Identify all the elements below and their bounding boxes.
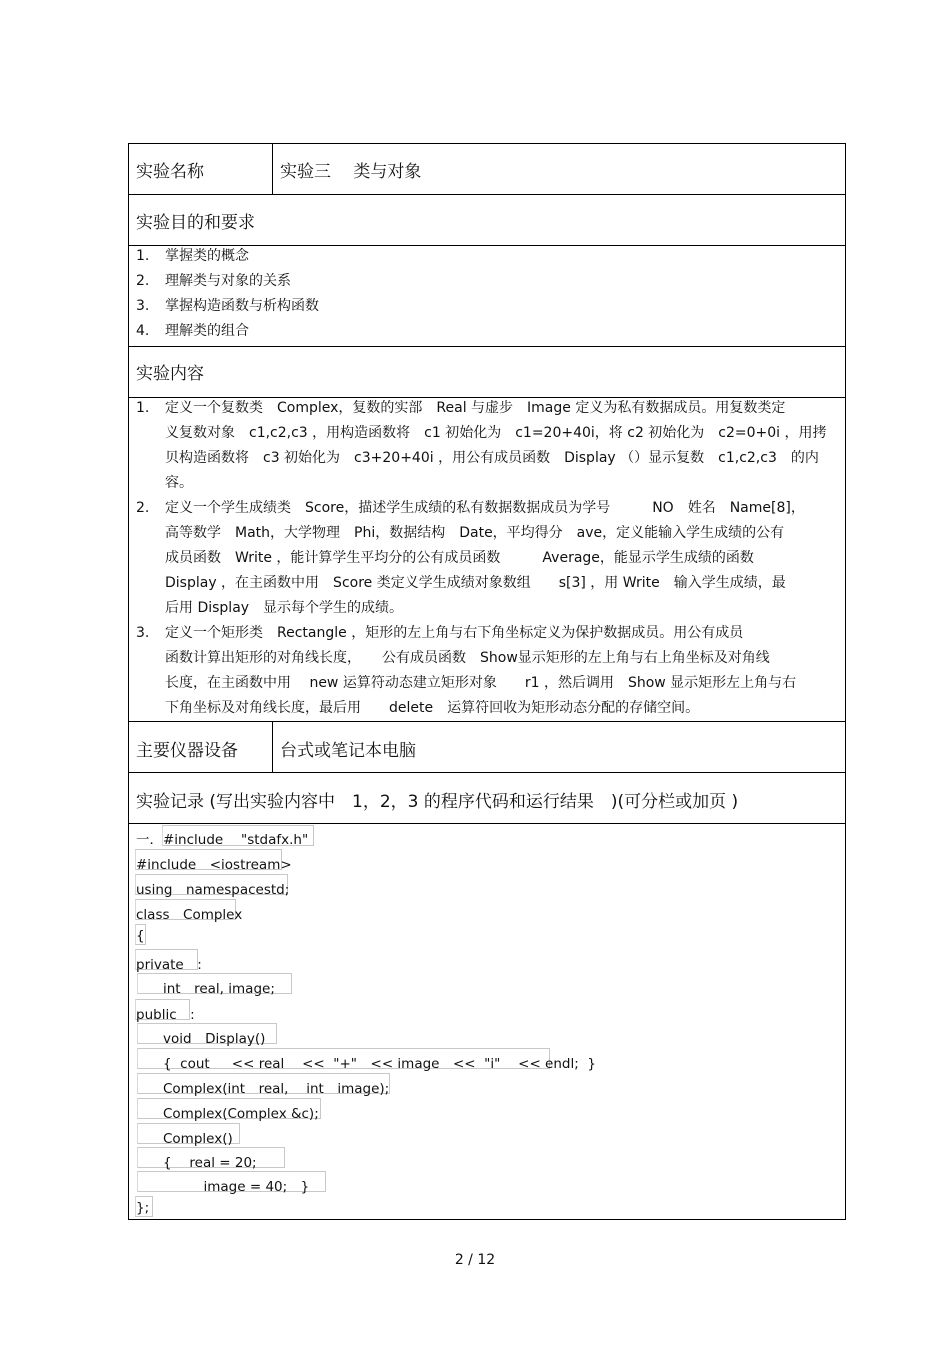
column-divider bbox=[272, 721, 273, 772]
content-number: 2. bbox=[136, 500, 150, 516]
objective-text: 理解类的组合 bbox=[165, 323, 249, 339]
row-divider bbox=[129, 772, 845, 773]
objective-item bbox=[136, 244, 836, 269]
content-line: 定义一个复数类 Complex，复数的实部 Real 与虚步 Image 定义为私有数据成员。用复数类定 bbox=[165, 400, 786, 416]
code-line: using namespacestd; bbox=[136, 882, 290, 898]
objective-text: 理解类与对象的关系 bbox=[165, 273, 291, 289]
content-item bbox=[136, 621, 836, 721]
code-line: Complex(Complex &c); bbox=[136, 1106, 319, 1122]
content-line: 长度，在主函数中用 new 运算符动态建立矩形对象 r1 ，然后调用 Show 显示矩形左上角与右 bbox=[165, 675, 797, 691]
row-divider bbox=[129, 721, 845, 722]
content-line: 后用 Display 显示每个学生的成绩。 bbox=[165, 600, 404, 616]
code-line: Complex() bbox=[136, 1131, 233, 1147]
content-line: Display ，在主函数中用 Score 类定义学生成绩对象数组 s[3] ，用 Write 输入学生成绩，最 bbox=[165, 575, 786, 591]
code-line: { real = 20; bbox=[136, 1155, 257, 1171]
content-heading: 实验内容 bbox=[136, 364, 204, 384]
code-line: { cout << real << "+" << image << "i" << endl; } bbox=[136, 1056, 596, 1072]
code-line: class Complex bbox=[136, 907, 243, 923]
code-line: Complex(int real, int image); bbox=[136, 1081, 390, 1097]
objective-number: 3. bbox=[136, 298, 150, 314]
content-number: 3. bbox=[136, 625, 150, 641]
objective-item bbox=[136, 294, 836, 319]
column-divider bbox=[272, 144, 273, 194]
content-line: 定义一个矩形类 Rectangle ，矩形的左上角与右下角坐标定义为保护数据成员。用公有成员 bbox=[165, 625, 744, 641]
content-line: 贝构造函数将 c3 初始化为 c3+20+40i ，用公有成员函数 Display （）显示复数 c1,c2,c3 的内 bbox=[165, 450, 819, 466]
objective-number: 2. bbox=[136, 273, 150, 289]
objective-text: 掌握类的概念 bbox=[165, 248, 249, 264]
objective-number: 4. bbox=[136, 323, 150, 339]
record-heading: 实验记录 (写出实验内容中 1，2，3 的程序代码和运行结果 )(可分栏或加页 ) bbox=[136, 792, 739, 812]
row-divider bbox=[129, 346, 845, 347]
content-item bbox=[136, 496, 836, 621]
objective-number: 1. bbox=[136, 248, 150, 264]
objective-item bbox=[136, 319, 836, 344]
code-line: }; bbox=[136, 1200, 150, 1216]
objective-text: 掌握构造函数与析构函数 bbox=[165, 298, 319, 314]
content-line: 下角坐标及对角线长度，最后用 delete 运算符回收为矩形动态分配的存储空间。 bbox=[165, 700, 700, 716]
experiment-form-table bbox=[128, 143, 846, 1220]
content-item bbox=[136, 396, 836, 496]
code-line: public : bbox=[136, 1007, 195, 1023]
objective-item bbox=[136, 269, 836, 294]
content-line: 函数计算出矩形的对角线长度， 公有成员函数 Show显示矩形的左上角与右上角坐标及对角线 bbox=[165, 650, 770, 666]
objective-heading: 实验目的和要求 bbox=[136, 213, 255, 233]
code-line: private : bbox=[136, 957, 202, 973]
content-line: 义复数对象 c1,c2,c3 ，用构造函数将 c1 初始化为 c1=20+40i，将 c2 初始化为 c2=0+0i ，用拷 bbox=[165, 425, 827, 441]
content-line: 容。 bbox=[165, 475, 193, 491]
content-number: 1. bbox=[136, 400, 150, 416]
experiment-name-label: 实验名称 bbox=[136, 162, 204, 182]
code-line: int real, image; bbox=[136, 981, 275, 997]
content-line: 定义一个学生成绩类 Score，描述学生成绩的私有数据数据成员为学号 NO 姓名 Name[8]， bbox=[165, 500, 805, 516]
content-line: 高等数学 Math，大学物理 Phi，数据结构 Date，平均得分 ave，定义能输入学生成绩的公有 bbox=[165, 525, 785, 541]
row-divider bbox=[129, 194, 845, 195]
experiment-name-value: 实验三 类与对象 bbox=[280, 162, 422, 182]
code-line: #include <iostream> bbox=[136, 857, 292, 873]
equipment-label: 主要仪器设备 bbox=[136, 741, 238, 761]
code-line: void Display() bbox=[136, 1031, 266, 1047]
equipment-value: 台式或笔记本电脑 bbox=[280, 741, 416, 761]
page-number: 2 / 12 bbox=[454, 1252, 496, 1268]
content-line: 成员函数 Write ，能计算学生平均分的公有成员函数 Average，能显示学生成绩的函数 bbox=[165, 550, 754, 566]
code-line: image = 40; } bbox=[136, 1179, 310, 1195]
code-line: 一．#include "stdafx.h" bbox=[136, 832, 309, 848]
code-line: { bbox=[136, 928, 145, 944]
row-divider bbox=[129, 823, 845, 824]
